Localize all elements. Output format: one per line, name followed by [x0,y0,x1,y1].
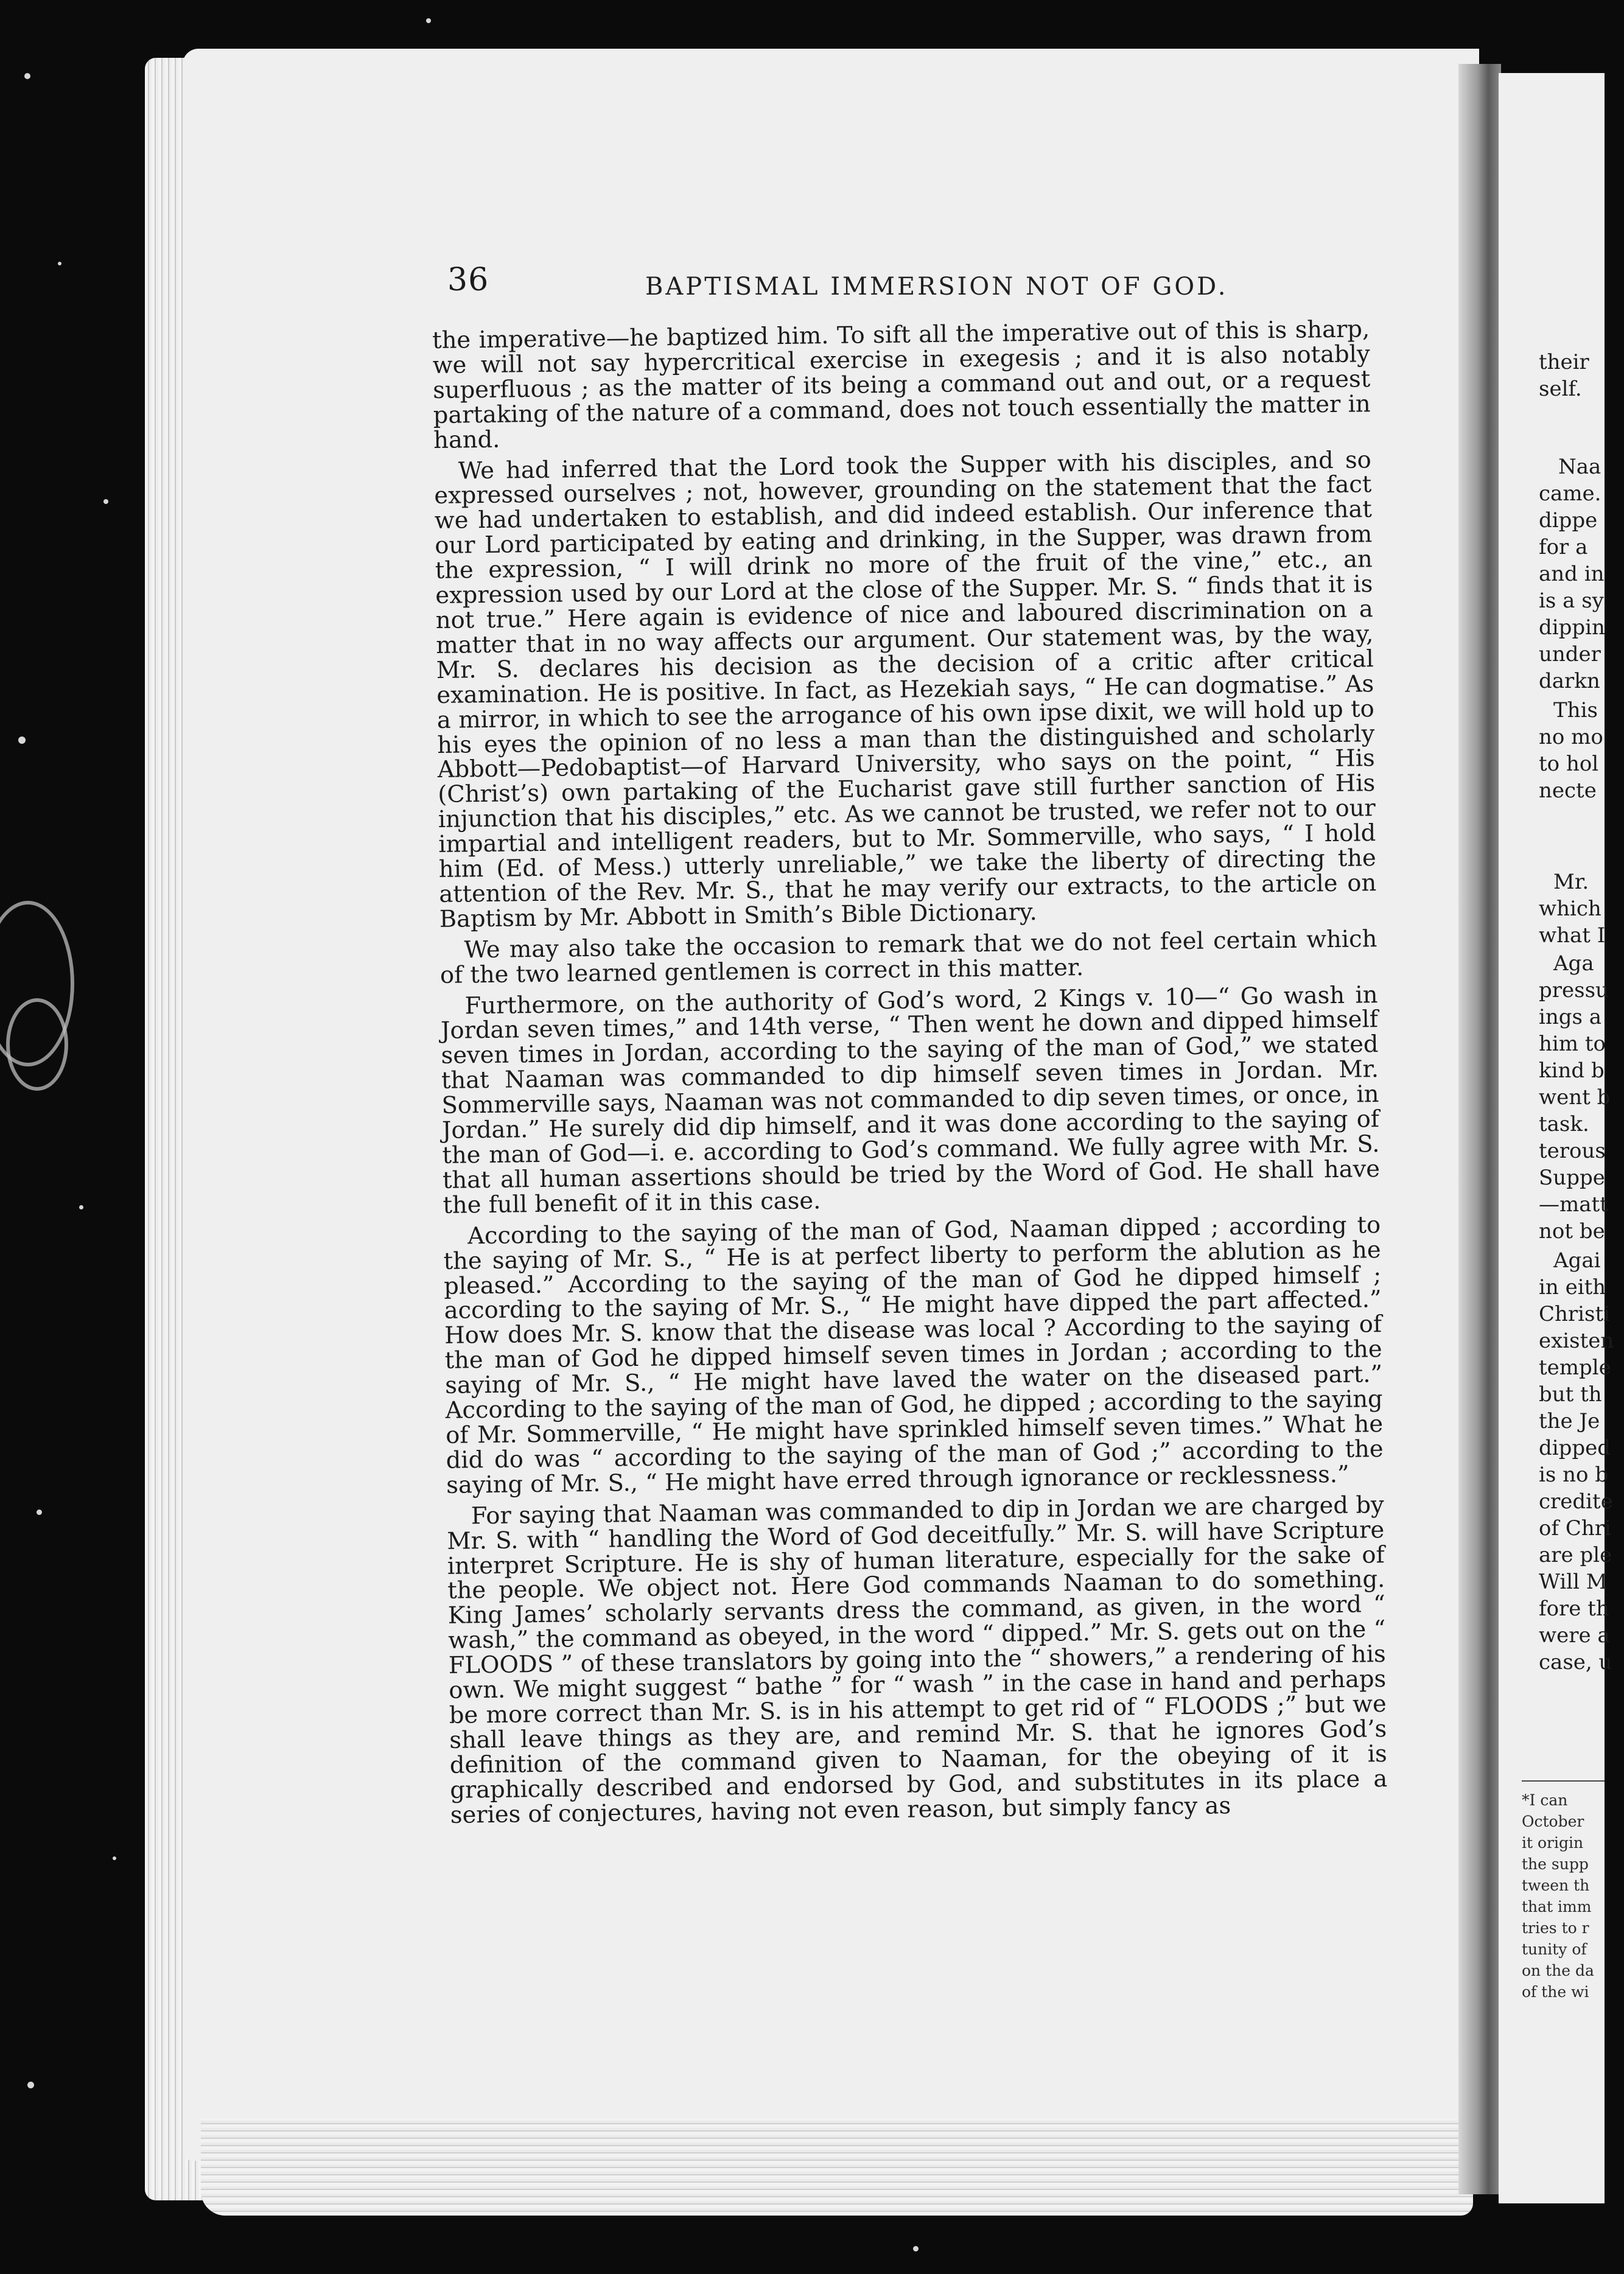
right-page-line: pressu [1539,978,1609,1002]
dust-speck [103,499,108,504]
dust-speck [79,1205,83,1209]
right-page-line: is a sy [1539,589,1604,613]
dust-speck [27,2082,34,2088]
right-page-line: Mr. [1553,870,1589,894]
dust-speck [913,2246,919,2251]
fiber-debris [6,998,68,1091]
dust-speck [24,73,30,79]
right-page-line: self. [1539,377,1582,401]
right-page-line: what I [1539,923,1606,948]
dust-speck [37,1510,42,1515]
text-column [432,317,1388,1834]
footnote-line: it origin [1522,1834,1584,1852]
footnote-line: the supp [1522,1855,1589,1873]
right-page-line: but th [1539,1382,1602,1407]
footnote-line: October [1522,1813,1584,1830]
right-page-line: him to [1539,1032,1606,1056]
right-page-line: are ple [1539,1543,1612,1567]
right-page-line: darkn [1539,669,1600,693]
right-page-line: temple [1539,1356,1611,1380]
right-page-line: their [1539,350,1589,374]
dust-speck [113,1856,116,1860]
footnote-line: tunity of [1522,1940,1587,1958]
footnote-line: *I can [1522,1791,1568,1809]
paragraph: According to the saying of the man of God, Naaman dipped ; according to the saying of Mr. S., “ He is at perfect liberty to perform the ablution as he pleased.” According to the saying of the man of God he dipped himself ; according to the saying of Mr. S., “ He might have dipped the part affected.” How does Mr. S. know that the disease was local ? According to the saying of the man of God he dipped himself seven times in Jordan ; according to the saying of Mr. S., “ He might have laved the water on the diseased part.” According to the saying of the man of God, he dipped ; according to the saying of Mr. Sommerville, “ He might have sprinkled himself seven times.” What he did do was “ according to the saying of the man of God ;” according to the saying of Mr. S., “ He might have erred through ignorance or recklessness.” [443,1211,1384,1499]
book-gutter [1458,64,1501,2194]
right-page-line: which [1539,897,1601,921]
right-page-line: terous [1539,1139,1606,1163]
right-page-line: ings a [1539,1005,1602,1029]
right-page-line: of Chri [1539,1516,1611,1541]
right-page-line: under [1539,642,1601,666]
paragraph: the imperative—he baptized him. To sift all the imperative out of this is sharp, we will not say hypercritical exercise in exegesis ; and it is also notably superfluous ; as the matter of its being a command out and out, or a request partaking of the nature of a command, does not touch essentially the matter in hand. [432,315,1371,454]
right-page-line: the Je [1539,1409,1600,1433]
right-page-line: Agai [1553,1248,1601,1273]
right-page-line: not be [1539,1219,1605,1244]
right-page-line: went b [1539,1085,1611,1110]
right-page-line: were a [1539,1623,1610,1648]
right-page-line: no mo [1539,725,1603,749]
right-page-line: task. [1539,1112,1589,1136]
footnote-line: on the da [1522,1962,1594,1979]
footnote-line: tries to r [1522,1919,1589,1937]
dust-speck [58,262,61,265]
right-page-line: credite [1539,1489,1613,1514]
right-page-line: Naa [1558,455,1601,479]
right-page-line: kind b [1539,1058,1605,1083]
right-page-line: Christi [1539,1302,1611,1326]
paragraph: Furthermore, on the authority of God’s word, 2 Kings v. 10—“ Go wash in Jordan seven times,” and 14th verse, “ Then went he down and dipped himself seven times in Jordan, according to the saying of the man of God,” we stated that Naaman was commanded to dip himself seven times in Jordan. Mr. Sommerville says, Naaman was not commanded to dip seven times, or once, in Jordan.” He surely did dip himself, and it was done according to the saying of the man of God—i. e. according to God’s command. We fully agree with Mr. S. that all human assertions should be tried by the Word of God. He shall have the full benefit of it in this case. [440,981,1381,1219]
footnote-line: that imm [1522,1898,1592,1915]
right-page-line: came. [1539,481,1601,506]
paragraph: For saying that Naaman was commanded to dip in Jordan we are charged by Mr. S. with “ handling the Word of God deceitfully.” Mr. S. will have Scripture interpret Scripture. He is shy of human literature, especially for the sake of the people. We object not. Here God commands Naaman to do something. King James’ scholarly servants dress the command, as given, in the word “ wash,” the command as obeyed, in the word “ dipped.” Mr. S. gets out on the “ FLOODS ” of these translators by going into the “ showers,” a rendering of his own. We might suggest “ bathe ” for “ wash ” in the case in hand and perhaps be more correct than Mr. S. is in his attempt to get rid of “ FLOODS ;” but we shall leave things as they are, and remind Mr. S. that he ignores God’s definition of the command given to Naaman, for the obeying of it is graphically described and endorsed by God, and substitutes in its place a series of conjectures, having not even reason, but simply fancy as [447,1491,1388,1829]
right-page-line: for a [1539,535,1588,559]
right-page-line: in eith [1539,1275,1606,1300]
paragraph: We may also take the occasion to remark that we do not feel certain which of the two learned gentlemen is correct in this matter. [439,925,1377,989]
dust-speck [426,18,431,23]
right-page-line: —matt [1539,1192,1608,1217]
footnote-line: of the wi [1522,1983,1589,2001]
right-page-line: dippe [1539,508,1598,533]
dust-speck [18,736,26,744]
page-edges-bottom [201,2118,1473,2216]
right-page-line: Suppe [1539,1166,1605,1190]
right-page-line: existen [1539,1329,1614,1353]
right-page-line: case, u [1539,1650,1612,1674]
right-page-line: and in [1539,562,1605,586]
right-page-line: This [1553,698,1598,722]
right-page-line: to hol [1539,752,1599,776]
right-page-line: Aga [1553,951,1594,976]
running-title: BAPTISMAL IMMERSION NOT OF GOD. [645,273,1228,301]
paragraph: We had inferred that the Lord took the Supper with his disciples, and so expressed ourselves ; not, however, grounding on the statement that the fact we had undertaken to establish, and did indeed establish. Our inference that our Lord participated by eating and drinking, in the Supper, was drawn from the expression, “ I will drink no more of the fruit of the vine,” etc., an expression used by our Lord at the close of the Supper. Mr. S. “ finds that it is not true.” Here again is evidence of nice and laboured discrimination on a matter that in no way affects our argument. Our statement was, by the way, Mr. S. declares his decision as the decision of a critic after critical examination. He is positive. In fact, as Hezekiah says, “ He can dogmatise.” As a mirror, in which to see the arrogance of his own ipse dixit, we will hold up to his eyes the opinion of no less a man than the distinguished and scholarly Abbott—Pedobaptist—of Harvard University, who says on the point, “ His (Christ’s) own partaking of the Eucharist gave still further sanction of His injunction that his disciples,” etc. As we cannot be trusted, we refer not to our impartial and intelligent readers, but to Mr. Sommerville, who says, “ I hold him (Ed. of Mess.) utterly unreliable,” we take the liberty of directing the attention of the Rev. Mr. S., that he may verify our extracts, to the article on Baptism by Mr. Abbott in Smith’s Bible Dictionary. [434,446,1377,933]
right-page-line: dippin [1539,615,1605,640]
right-page-line: fore th [1539,1597,1609,1621]
page-number: 36 [447,262,489,298]
right-page-line: dipped [1539,1436,1611,1460]
footnote-line: tween th [1522,1877,1590,1894]
right-page-line: necte [1539,778,1597,803]
right-page-line: is no b [1539,1463,1609,1487]
right-page-line: Will M [1539,1570,1608,1594]
footnote-rule [1522,1780,1605,1782]
